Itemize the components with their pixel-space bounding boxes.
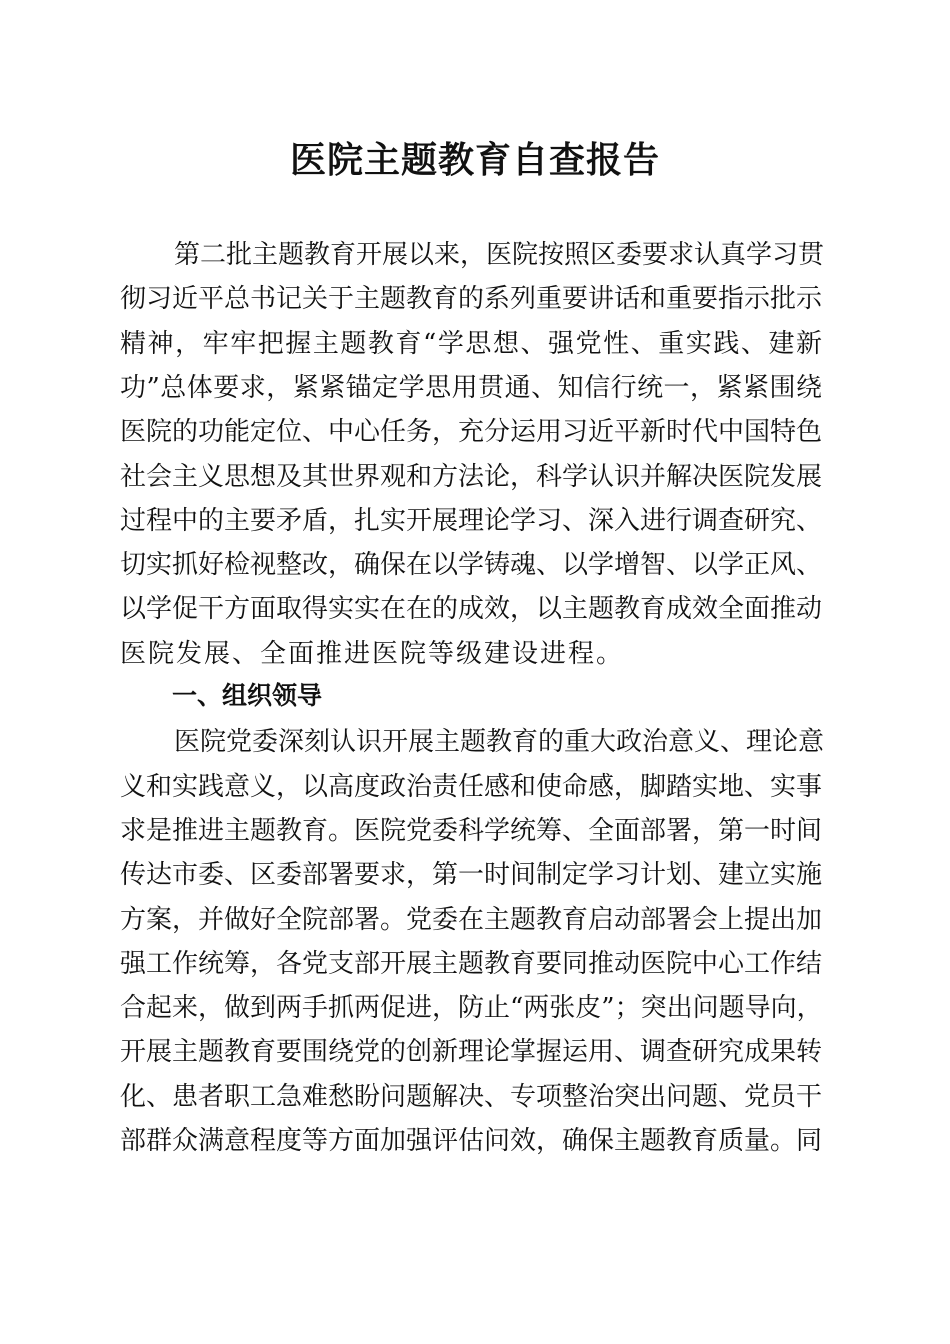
paragraph-1-line: 医院的功能定位、中心任务，充分运用习近平新时代中国特色 (120, 417, 823, 448)
paragraph-1-line: 社会主义思想及其世界观和方法论，科学认识并解决医院发展 (120, 461, 823, 492)
paragraph-1-line: 切实抓好检视整改，确保在以学铸魂、以学增智、以学正风、 (120, 550, 823, 581)
paragraph-2-line: 义和实践意义，以高度政治责任感和使命感，脚踏实地、实事 (120, 771, 823, 802)
paragraph-2-line: 求是推进主题教育。医院党委科学统筹、全面部署，第一时间 (120, 815, 823, 846)
paragraph-1-line: 医院发展、全面推进医院等级建设进程。 (120, 638, 625, 669)
paragraph-2-line: 部群众满意程度等方面加强评估问效，确保主题教育质量。同 (120, 1126, 823, 1156)
paragraph-1-line: 以学促干方面取得实实在在的成效，以主题教育成效全面推动 (120, 594, 823, 625)
paragraph-1-line: 过程中的主要矛盾，扎实开展理论学习、深入进行调查研究、 (120, 505, 823, 536)
paragraph-2-line: 方案，并做好全院部署。党委在主题教育启动部署会上提出加 (120, 904, 823, 935)
paragraph-2-line: 开展主题教育要围绕党的创新理论掌握运用、调查研究成果转 (120, 1037, 823, 1068)
paragraph-2-line: 强工作统筹，各党支部开展主题教育要同推动医院中心工作结 (120, 948, 823, 979)
paragraph-1-line: 彻习近平总书记关于主题教育的系列重要讲话和重要指示批示 (120, 284, 823, 315)
paragraph-1-line: 精神，牢牢把握主题教育“学思想、强党性、重实践、建新 (120, 328, 822, 359)
paragraph-2-line: 化、患者职工急难愁盼问题解决、专项整治突出问题、党员干 (120, 1081, 823, 1112)
paragraph-2-line: 医院党委深刻认识开展主题教育的重大政治意义、理论意 (174, 727, 825, 758)
paragraph-2-line: 传达市委、区委部署要求，第一时间制定学习计划、建立实施 (120, 860, 823, 891)
paragraph-2-line: 合起来，做到两手抓两促进，防止“两张皮”；突出问题导向， (120, 993, 823, 1024)
paragraph-1-line: 功”总体要求，紧紧锚定学思用贯通、知信行统一，紧紧围绕 (120, 372, 822, 403)
document-title: 医院主题教育自查报告 (289, 139, 660, 181)
section-heading: 一、组织领导 (172, 681, 323, 710)
paragraph-1-line: 第二批主题教育开展以来，医院按照区委要求认真学习贯 (174, 240, 825, 270)
